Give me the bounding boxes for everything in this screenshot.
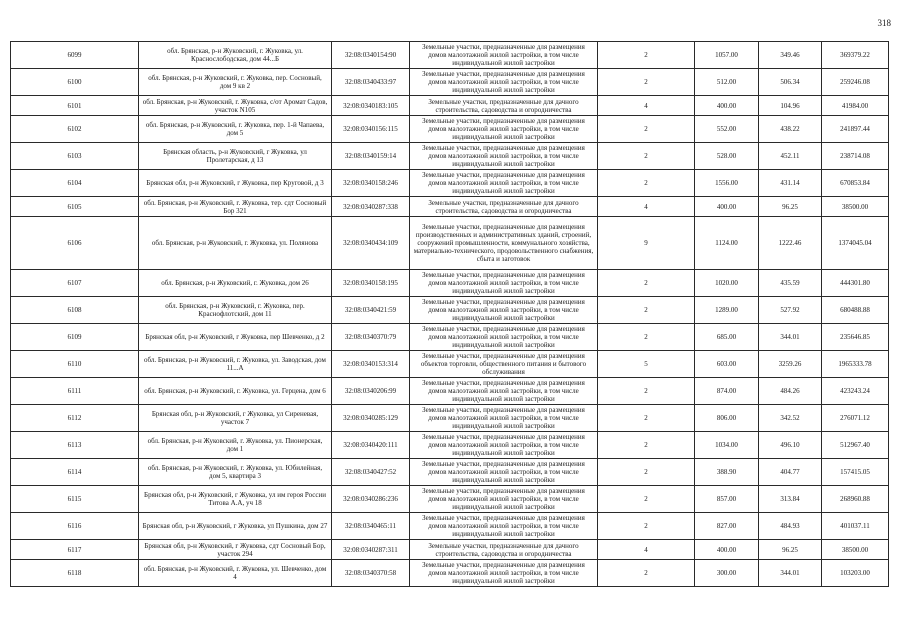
table-row (11, 378, 889, 405)
specific-value-cell: 496.10 (759, 432, 822, 459)
row-number: 6103 (11, 143, 139, 170)
cadastral-value-cell: 38500.00 (822, 540, 889, 560)
group-cell: 2 (598, 170, 695, 197)
address-cell: обл. Брянская, р-н Жуковский, г. Жуковка, с/от Аромат Садов, участок N105 (139, 96, 332, 116)
cadastral-number-cell: 32:08:0340370:58 (332, 560, 410, 587)
area-cell: 400.00 (695, 96, 759, 116)
address-cell: обл. Брянская, р-н Жуковский, г. Жуковка, ул. Герцена, дом 6 (139, 378, 332, 405)
cadastral-number-cell: 32:08:0340154:90 (332, 42, 410, 69)
address-cell: обл. Брянская, р-н Жуковский, г. Жуковка, ул. Краснослободская, дом 44...Б (139, 42, 332, 69)
land-use-cell: Земельные участки, предназначенные для размещения домов малоэтажной жилой застройки, в том числе индивидуальной жилой застройки (410, 170, 598, 197)
table-row (11, 560, 889, 587)
cadastral-number-cell: 32:08:0340465:11 (332, 513, 410, 540)
specific-value-cell: 104.96 (759, 96, 822, 116)
land-use-cell: Земельные участки, предназначенные для размещения домов малоэтажной жилой застройки, в том числе индивидуальной жилой застройки (410, 459, 598, 486)
cadastral-value-cell: 680488.88 (822, 297, 889, 324)
row-number: 6110 (11, 351, 139, 378)
cadastral-value-cell: 241897.44 (822, 116, 889, 143)
address-cell: Брянская обл, р-н Жуковский, г Жуковка, сдт Сосновый Бор, участок 294 (139, 540, 332, 560)
cadastral-value-cell: 38500.00 (822, 197, 889, 217)
row-number: 6107 (11, 270, 139, 297)
specific-value-cell: 349.46 (759, 42, 822, 69)
page-number: 318 (877, 18, 891, 28)
table-row (11, 459, 889, 486)
specific-value-cell: 3259.26 (759, 351, 822, 378)
cadastral-number-cell: 32:08:0340156:115 (332, 116, 410, 143)
cadastral-value-cell: 670853.84 (822, 170, 889, 197)
cadastral-number-cell: 32:08:0340159:14 (332, 143, 410, 170)
area-cell: 1034.00 (695, 432, 759, 459)
address-cell: обл. Брянская, р-н Жуковский, г. Жуковка, пер. 1-й Чапаева, дом 5 (139, 116, 332, 143)
area-cell: 685.00 (695, 324, 759, 351)
address-cell: Брянская обл, р-н Жуковский, г Жуковка, ул Сиреневая, участок 7 (139, 405, 332, 432)
cadastral-number-cell: 32:08:0340420:111 (332, 432, 410, 459)
row-number: 6108 (11, 297, 139, 324)
land-use-cell: Земельные участки, предназначенные для размещения домов малоэтажной жилой застройки, в том числе индивидуальной жилой застройки (410, 143, 598, 170)
address-cell: обл. Брянская, р-н Жуковский, г. Жуковка, ул. Шевченко, дом 4 (139, 560, 332, 587)
land-use-cell: Земельные участки, предназначенные для размещения домов малоэтажной жилой застройки, в том числе индивидуальной жилой застройки (410, 432, 598, 459)
cadastral-number-cell: 32:08:0340370:79 (332, 324, 410, 351)
cadastral-number-cell: 32:08:0340421:59 (332, 297, 410, 324)
land-use-cell: Земельные участки, предназначенные для размещения домов малоэтажной жилой застройки, в том числе индивидуальной жилой застройки (410, 486, 598, 513)
table-row (11, 270, 889, 297)
specific-value-cell: 96.25 (759, 197, 822, 217)
cadastral-number-cell: 32:08:0340287:338 (332, 197, 410, 217)
specific-value-cell: 484.26 (759, 378, 822, 405)
cadastral-number-cell: 32:08:0340206:99 (332, 378, 410, 405)
group-cell: 2 (598, 324, 695, 351)
land-use-cell: Земельные участки, предназначенные для размещения домов малоэтажной жилой застройки, в том числе индивидуальной жилой застройки (410, 560, 598, 587)
table-row (11, 432, 889, 459)
cadastral-value-cell: 512967.40 (822, 432, 889, 459)
table-row (11, 405, 889, 432)
table-row (11, 96, 889, 116)
cadastral-number-cell: 32:08:0340158:246 (332, 170, 410, 197)
table-row (11, 513, 889, 540)
address-cell: обл. Брянская, р-н Жуковский, г. Жуковка, ул. Полянова (139, 217, 332, 270)
address-cell: Брянская обл, р-н Жуковский, г Жуковка, ул Пушкина, дом 27 (139, 513, 332, 540)
cadastral-value-cell: 41984.00 (822, 96, 889, 116)
group-cell: 4 (598, 540, 695, 560)
group-cell: 2 (598, 378, 695, 405)
table-row (11, 170, 889, 197)
cadastral-value-cell: 1965333.78 (822, 351, 889, 378)
land-use-cell: Земельные участки, предназначенные для размещения домов малоэтажной жилой застройки, в том числе индивидуальной жилой застройки (410, 42, 598, 69)
area-cell: 603.00 (695, 351, 759, 378)
specific-value-cell: 96.25 (759, 540, 822, 560)
area-cell: 400.00 (695, 540, 759, 560)
address-cell: обл. Брянская, р-н Жуковский, г. Жуковка, ул. Юбилейная, дом 5, квартира 3 (139, 459, 332, 486)
land-use-cell: Земельные участки, предназначенные для размещения производственных и административных зданий, строений, сооружений промышленности, коммунального хозяйства, материально-технического, продовольственного снабжения, сбыта и заготовок (410, 217, 598, 270)
cadastral-number-cell: 32:08:0340286:236 (332, 486, 410, 513)
row-number: 6116 (11, 513, 139, 540)
land-use-cell: Земельные участки, предназначенные для размещения домов малоэтажной жилой застройки, в том числе индивидуальной жилой застройки (410, 116, 598, 143)
cadastral-value-cell: 423243.24 (822, 378, 889, 405)
land-use-cell: Земельные участки, предназначенные для размещения домов малоэтажной жилой застройки, в том числе индивидуальной жилой застройки (410, 297, 598, 324)
specific-value-cell: 1222.46 (759, 217, 822, 270)
cadastral-number-cell: 32:08:0340434:109 (332, 217, 410, 270)
cadastral-number-cell: 32:08:0340287:311 (332, 540, 410, 560)
area-cell: 400.00 (695, 197, 759, 217)
registry-body (11, 42, 889, 587)
address-cell: Брянская обл, р-н Жуковский, г Жуковка, пер Шевченко, д 2 (139, 324, 332, 351)
area-cell: 512.00 (695, 69, 759, 96)
group-cell: 2 (598, 69, 695, 96)
specific-value-cell: 527.92 (759, 297, 822, 324)
group-cell: 2 (598, 459, 695, 486)
area-cell: 300.00 (695, 560, 759, 587)
area-cell: 1556.00 (695, 170, 759, 197)
group-cell: 2 (598, 405, 695, 432)
area-cell: 1124.00 (695, 217, 759, 270)
cadastral-value-cell: 259246.08 (822, 69, 889, 96)
address-cell: Брянская обл, р-н Жуковский, г Жуковка, ул им героя России Титова А.А, уч 18 (139, 486, 332, 513)
row-number: 6109 (11, 324, 139, 351)
cadastral-value-cell: 444301.80 (822, 270, 889, 297)
address-cell: обл. Брянская, р-н Жуковский, г. Жуковка, тер. сдт Сосновый Бор 321 (139, 197, 332, 217)
land-use-cell: Земельные участки, предназначенные для дачного строительства, садоводства и огородничества (410, 540, 598, 560)
table-row (11, 297, 889, 324)
land-use-cell: Земельные участки, предназначенные для размещения домов малоэтажной жилой застройки, в том числе индивидуальной жилой застройки (410, 69, 598, 96)
specific-value-cell: 313.84 (759, 486, 822, 513)
land-use-cell: Земельные участки, предназначенные для размещения объектов торговли, общественного питания и бытового обслуживания (410, 351, 598, 378)
group-cell: 9 (598, 217, 695, 270)
group-cell: 2 (598, 297, 695, 324)
address-cell: обл. Брянская, р-н Жуковский, г. Жуковка, пер. Сосновый, дом 9 кв 2 (139, 69, 332, 96)
address-cell: обл. Брянская, р-н Жуковский, г. Жуковка, ул. Заводская, дом 11...А (139, 351, 332, 378)
specific-value-cell: 344.01 (759, 324, 822, 351)
row-number: 6099 (11, 42, 139, 69)
group-cell: 2 (598, 432, 695, 459)
table-row (11, 324, 889, 351)
area-cell: 528.00 (695, 143, 759, 170)
group-cell: 4 (598, 197, 695, 217)
area-cell: 806.00 (695, 405, 759, 432)
address-cell: обл. Брянская, р-н Жуковский, г. Жуковка, дом 26 (139, 270, 332, 297)
table-row (11, 217, 889, 270)
land-use-cell: Земельные участки, предназначенные для размещения домов малоэтажной жилой застройки, в том числе индивидуальной жилой застройки (410, 405, 598, 432)
registry-table (10, 41, 889, 587)
group-cell: 2 (598, 143, 695, 170)
cadastral-value-cell: 369379.22 (822, 42, 889, 69)
area-cell: 388.90 (695, 459, 759, 486)
table-row (11, 42, 889, 69)
row-number: 6102 (11, 116, 139, 143)
group-cell: 2 (598, 486, 695, 513)
table-row (11, 540, 889, 560)
address-cell: Брянская область, р-н Жуковский, г Жуковка, ул Пролетарская, д 13 (139, 143, 332, 170)
group-cell: 2 (598, 116, 695, 143)
cadastral-value-cell: 401037.11 (822, 513, 889, 540)
area-cell: 552.00 (695, 116, 759, 143)
table-row (11, 143, 889, 170)
area-cell: 857.00 (695, 486, 759, 513)
row-number: 6111 (11, 378, 139, 405)
specific-value-cell: 431.14 (759, 170, 822, 197)
cadastral-number-cell: 32:08:0340285:129 (332, 405, 410, 432)
group-cell: 2 (598, 270, 695, 297)
area-cell: 1289.00 (695, 297, 759, 324)
row-number: 6105 (11, 197, 139, 217)
row-number: 6112 (11, 405, 139, 432)
cadastral-value-cell: 157415.05 (822, 459, 889, 486)
cadastral-number-cell: 32:08:0340427:52 (332, 459, 410, 486)
specific-value-cell: 435.59 (759, 270, 822, 297)
row-number: 6118 (11, 560, 139, 587)
land-use-cell: Земельные участки, предназначенные для размещения домов малоэтажной жилой застройки, в том числе индивидуальной жилой застройки (410, 270, 598, 297)
specific-value-cell: 484.93 (759, 513, 822, 540)
cadastral-number-cell: 32:08:0340183:105 (332, 96, 410, 116)
row-number: 6113 (11, 432, 139, 459)
cadastral-number-cell: 32:08:0340158:195 (332, 270, 410, 297)
group-cell: 2 (598, 560, 695, 587)
specific-value-cell: 344.01 (759, 560, 822, 587)
group-cell: 4 (598, 96, 695, 116)
row-number: 6106 (11, 217, 139, 270)
area-cell: 1020.00 (695, 270, 759, 297)
specific-value-cell: 438.22 (759, 116, 822, 143)
specific-value-cell: 342.52 (759, 405, 822, 432)
row-number: 6117 (11, 540, 139, 560)
land-use-cell: Земельные участки, предназначенные для дачного строительства, садоводства и огородничества (410, 197, 598, 217)
cadastral-value-cell: 238714.08 (822, 143, 889, 170)
specific-value-cell: 452.11 (759, 143, 822, 170)
cadastral-value-cell: 268960.88 (822, 486, 889, 513)
row-number: 6104 (11, 170, 139, 197)
specific-value-cell: 506.34 (759, 69, 822, 96)
land-use-cell: Земельные участки, предназначенные для размещения домов малоэтажной жилой застройки, в том числе индивидуальной жилой застройки (410, 513, 598, 540)
specific-value-cell: 404.77 (759, 459, 822, 486)
address-cell: обл. Брянская, р-н Жуковский, г. Жуковка, ул. Пионерская, дом 1 (139, 432, 332, 459)
cadastral-value-cell: 235646.85 (822, 324, 889, 351)
table-row (11, 116, 889, 143)
row-number: 6100 (11, 69, 139, 96)
address-cell: Брянская обл, р-н Жуковский, г Жуковка, пер Круговой, д 3 (139, 170, 332, 197)
cadastral-number-cell: 32:08:0340153:314 (332, 351, 410, 378)
cadastral-value-cell: 276071.12 (822, 405, 889, 432)
group-cell: 5 (598, 351, 695, 378)
table-row (11, 486, 889, 513)
row-number: 6114 (11, 459, 139, 486)
cadastral-value-cell: 103203.00 (822, 560, 889, 587)
table-row (11, 69, 889, 96)
land-use-cell: Земельные участки, предназначенные для дачного строительства, садоводства и огородничества (410, 96, 598, 116)
cadastral-value-cell: 1374045.04 (822, 217, 889, 270)
land-use-cell: Земельные участки, предназначенные для размещения домов малоэтажной жилой застройки, в том числе индивидуальной жилой застройки (410, 324, 598, 351)
cadastral-number-cell: 32:08:0340433:97 (332, 69, 410, 96)
area-cell: 874.00 (695, 378, 759, 405)
row-number: 6101 (11, 96, 139, 116)
table-row (11, 351, 889, 378)
address-cell: обл. Брянская, р-н Жуковский, г. Жуковка, пер. Краснофлотский, дом 11 (139, 297, 332, 324)
group-cell: 2 (598, 42, 695, 69)
group-cell: 2 (598, 513, 695, 540)
table-row (11, 197, 889, 217)
area-cell: 827.00 (695, 513, 759, 540)
land-use-cell: Земельные участки, предназначенные для размещения домов малоэтажной жилой застройки, в том числе индивидуальной жилой застройки (410, 378, 598, 405)
row-number: 6115 (11, 486, 139, 513)
area-cell: 1057.00 (695, 42, 759, 69)
